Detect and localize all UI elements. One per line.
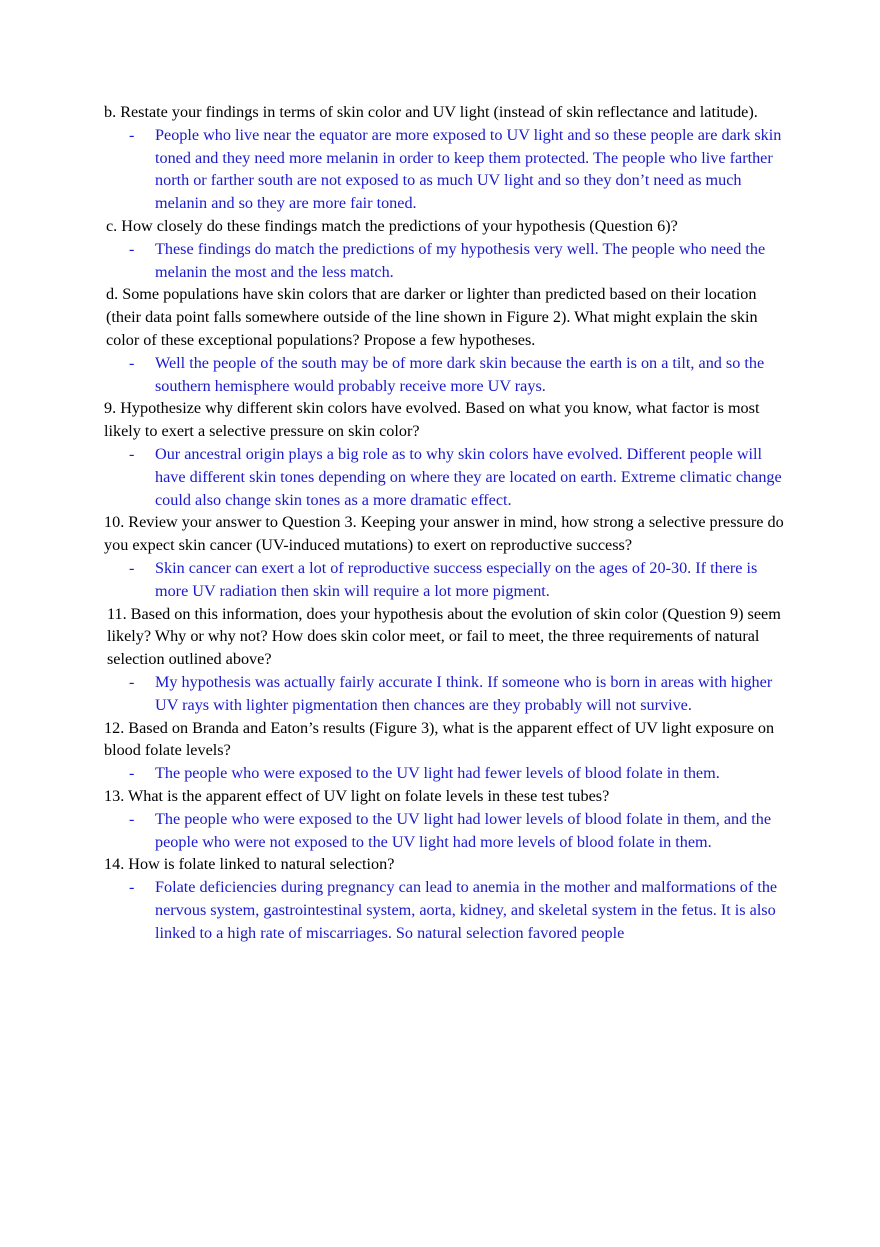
answer-text: Our ancestral origin plays a big role as to why skin colors have evolved. Different people will have different skin tones depending on where they are located on earth. Extreme climatic change could also change skin tones as a more dramatic effect.: [155, 444, 782, 509]
bullet-dash: -: [129, 809, 135, 828]
answer-12: [104, 762, 794, 785]
answer-d: [104, 352, 794, 398]
answer-text: The people who were exposed to the UV light had fewer levels of blood folate in them.: [155, 764, 720, 783]
answer-9: [104, 443, 794, 511]
document-page: [104, 101, 794, 944]
answer-13: [104, 808, 794, 854]
question-13: 13. What is the apparent effect of UV light on folate levels in these test tubes?: [104, 786, 610, 805]
answer-text: The people who were exposed to the UV light had lower levels of blood folate in them, and the people who were not exposed to the UV light had more levels of blood folate in them.: [155, 809, 772, 851]
answer-text: Folate deficiencies during pregnancy can lead to anemia in the mother and malformations of the nervous system, gastrointestinal system, aorta, kidney, and skeletal system in the fetus. It is also linked to a high rate of miscarriages. So natural selection favored people: [155, 878, 778, 942]
bullet-dash: -: [129, 672, 135, 691]
bullet-dash: -: [129, 125, 135, 144]
answer-c: [104, 238, 794, 284]
answer-10: [104, 557, 794, 603]
bullet-dash: -: [129, 878, 135, 897]
answer-text: Well the people of the south may be of more dark skin because the earth is on a tilt, and so the southern hemisphere would probably receive more UV rays.: [155, 353, 765, 395]
bullet-dash: -: [129, 353, 135, 372]
question-12: 12. Based on Branda and Eaton’s results (Figure 3), what is the apparent effect of UV light exposure on blood folate levels?: [104, 718, 775, 760]
bullet-dash: -: [129, 558, 135, 577]
question-11: 11. Based on this information, does your hypothesis about the evolution of skin color (Question 9) seem likely? Why or why not? How does skin color meet, or fail to meet, the three requirements of natural selection outlined above?: [107, 604, 781, 669]
bullet-dash: -: [129, 239, 135, 258]
answer-text: Skin cancer can exert a lot of reproductive success especially on the ages of 20-30. If there is more UV radiation then skin will require a lot more pigment.: [155, 558, 758, 600]
question-b: b. Restate your findings in terms of skin color and UV light (instead of skin reflectance and latitude).: [104, 103, 758, 121]
bullet-dash: -: [129, 764, 135, 783]
answer-11: [104, 671, 794, 717]
answer-b: [104, 124, 794, 215]
answer-14: [104, 876, 794, 944]
question-9: 9. Hypothesize why different skin colors have evolved. Based on what you know, what factor is most likely to exert a selective pressure on skin color?: [104, 399, 760, 441]
answer-text: These findings do match the predictions of my hypothesis very well. The people who need the melanin the most and the less match.: [155, 239, 766, 281]
question-10: 10. Review your answer to Question 3. Keeping your answer in mind, how strong a selective pressure do you expect skin cancer (UV-induced mutations) to exert on reproductive success?: [104, 513, 784, 555]
bullet-dash: -: [129, 444, 135, 463]
question-d: d. Some populations have skin colors that are darker or lighter than predicted based on their location (their data point falls somewhere outside of the line shown in Figure 2). What might explain the skin color of these exceptional populations? Propose a few hypotheses.: [106, 285, 758, 349]
answer-text: My hypothesis was actually fairly accurate I think. If someone who is born in areas with higher UV rays with lighter pigmentation then chances are they probably will not survive.: [155, 672, 773, 714]
question-c: c. How closely do these findings match the predictions of your hypothesis (Question 6)?: [106, 216, 678, 235]
answer-text: People who live near the equator are more exposed to UV light and so these people are dark skin toned and they need more melanin in order to keep them protected. The people who live farther north or farther south are not exposed to as much UV light and so they don’t need as much melanin and so they are more fair toned.: [155, 125, 782, 213]
question-14: 14. How is folate linked to natural selection?: [104, 855, 395, 874]
